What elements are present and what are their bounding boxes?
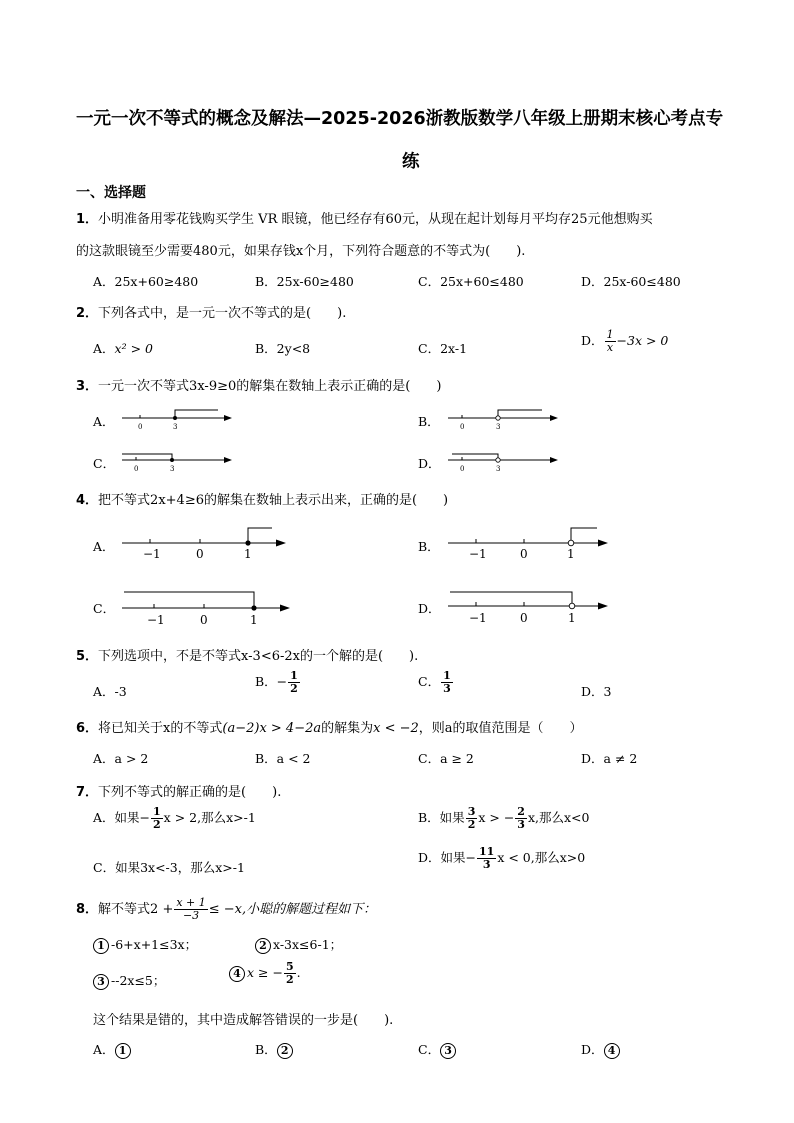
q3-number-line-c [118,450,238,476]
page-title-line1: 一元一次不等式的概念及解法—2025-2026浙教版数学八年级上册期末核心考点专 [76,109,724,129]
q3-stem: 3．一元一次不等式3x-9≥0的解集在数轴上表示正确的是( ) [76,379,442,394]
q3-number-line-d [444,450,564,476]
q3a-tick-0: 0 [138,423,143,431]
section-heading: 一、选择题 [76,185,146,201]
circled-2-icon: 2 [277,1043,293,1059]
q4b-tick-1: 1 [567,547,575,561]
q3-option-d-label[interactable]: D． [418,456,441,471]
q1-option-a[interactable]: A．25x+60≥480 [93,274,199,289]
q2-stem: 2．下列各式中，是一元一次不等式的是( ). [76,306,347,321]
q2-option-a[interactable]: A．x² > 0 [93,341,153,356]
q4d-tick-1: 1 [568,611,576,625]
q3-number-line-a [118,406,238,432]
q2-option-c[interactable]: C．2x-1 [418,341,468,356]
q3d-tick-0: 0 [460,465,465,473]
q2-option-b[interactable]: B．2y<8 [255,341,311,356]
q7-option-a[interactable]: A．如果− $\frac{1}{2}$ x > 2,那么x>-1 [93,805,256,831]
q7-stem: 7．下列不等式的解正确的是( ). [76,785,282,800]
q6-option-d[interactable]: D．a ≠ 2 [581,751,638,766]
q4-number-line-b [444,522,619,564]
q3-option-b-label[interactable]: B． [418,414,440,429]
q2-option-d[interactable]: D． $\frac{1}{x}$ −3x > 0 [581,328,669,354]
q8-option-b[interactable]: B． 2 [255,1040,295,1059]
q4d-tick-neg1: −1 [469,611,487,625]
q4b-tick-0: 0 [520,547,528,561]
q8-step-3: 3 --2x≤5； [93,971,165,990]
q4-number-line-a [118,522,293,564]
q4-stem: 4．把不等式2x+4≥6的解集在数轴上表示出来，正确的是( ) [76,493,449,508]
q1-option-d[interactable]: D．25x-60≤480 [581,274,681,289]
q3a-tick-3: 3 [173,423,178,431]
q4-number-line-c [118,584,298,628]
q5-option-a[interactable]: A．-3 [93,684,127,699]
q4a-tick-0: 0 [196,547,204,561]
q8-stem: 8．解不等式2 + $\frac{x + 1}{-3}$ ≤ −x,小聪的解题过程如下： [76,896,377,922]
q7-option-b[interactable]: B．如果 $\frac{3}{2}$ x > − $\frac{2}{3}$ x,那么x<0 [418,805,590,831]
q3c-tick-0: 0 [134,465,139,473]
q3-option-c-label[interactable]: C． [93,456,116,471]
q4d-tick-0: 0 [520,611,528,625]
page-title-line2: 练 [402,152,420,172]
q4a-tick-neg1: −1 [143,547,161,561]
circled-2-icon: 2 [255,938,271,954]
q4-option-a-label[interactable]: A． [93,539,115,554]
circled-3-icon: 3 [93,974,109,990]
q1-option-b[interactable]: B．25x-60≥480 [255,274,354,289]
circled-1-icon: 1 [115,1043,131,1059]
q6-option-c[interactable]: C．a ≥ 2 [418,751,474,766]
q5-stem: 5．下列选项中，不是不等式x-3<6-2x的一个解的是( ). [76,649,419,664]
q5-option-b[interactable]: B．− $\frac{1}{2}$ [255,669,298,695]
q3b-tick-0: 0 [460,423,465,431]
q3d-tick-3: 3 [496,465,501,473]
q1-line1: 1．小明准备用零花钱购买学生 VR 眼镜，他已经存有60元，从现在起计划每月平均存25元他想购买 [76,212,653,227]
q8-step-1: 1 -6+x+1≤3x； [93,935,197,954]
q3c-tick-3: 3 [170,465,175,473]
q4-option-b-label[interactable]: B． [418,539,440,554]
q4c-tick-0: 0 [200,613,208,627]
q8-prompt: 这个结果是错的，其中造成解答错误的一步是( ). [93,1013,394,1028]
q5-option-d[interactable]: D．3 [581,684,612,699]
circled-4-icon: 4 [229,966,245,982]
q3b-tick-3: 3 [496,423,501,431]
q8-option-d[interactable]: D． 4 [581,1040,622,1059]
q3-number-line-b [444,406,564,432]
q4-number-line-d [444,584,619,628]
q4a-tick-1: 1 [244,547,252,561]
q1-option-c[interactable]: C．25x+60≤480 [418,274,524,289]
q6-option-a[interactable]: A．a > 2 [93,751,149,766]
q8-step-4: 4 x ≥ − $\frac{5}{2}$ . [229,961,301,986]
q4c-tick-neg1: −1 [147,613,165,627]
circled-4-icon: 4 [604,1043,620,1059]
q7-option-d[interactable]: D．如果− $\frac{11}{3}$ x < 0,那么x>0 [418,845,586,871]
q1-line2: 的这款眼镜至少需要480元，如果存钱x个月，下列符合题意的不等式为( ). [76,244,526,259]
q6-option-b[interactable]: B．a < 2 [255,751,311,766]
q4-option-c-label[interactable]: C． [93,601,116,616]
q3-option-a-label[interactable]: A． [93,414,115,429]
q4c-tick-1: 1 [250,613,258,627]
q8-option-c[interactable]: C． 3 [418,1040,458,1059]
circled-3-icon: 3 [440,1043,456,1059]
q8-step-2: 2 x-3x≤6-1； [255,935,342,954]
q6-stem: 6．将已知关于x的不等式(a−2)x > 4−2a的解集为x < −2，则a的取值范围是（ ） [76,721,583,736]
q5-option-c[interactable]: C． $\frac{1}{3}$ [418,669,451,695]
q7-option-c[interactable]: C．如果3x<-3，那么x>-1 [93,860,245,875]
q4-option-d-label[interactable]: D． [418,601,441,616]
q8-option-a[interactable]: A． 1 [93,1040,133,1059]
circled-1-icon: 1 [93,938,109,954]
q4b-tick-neg1: −1 [469,547,487,561]
